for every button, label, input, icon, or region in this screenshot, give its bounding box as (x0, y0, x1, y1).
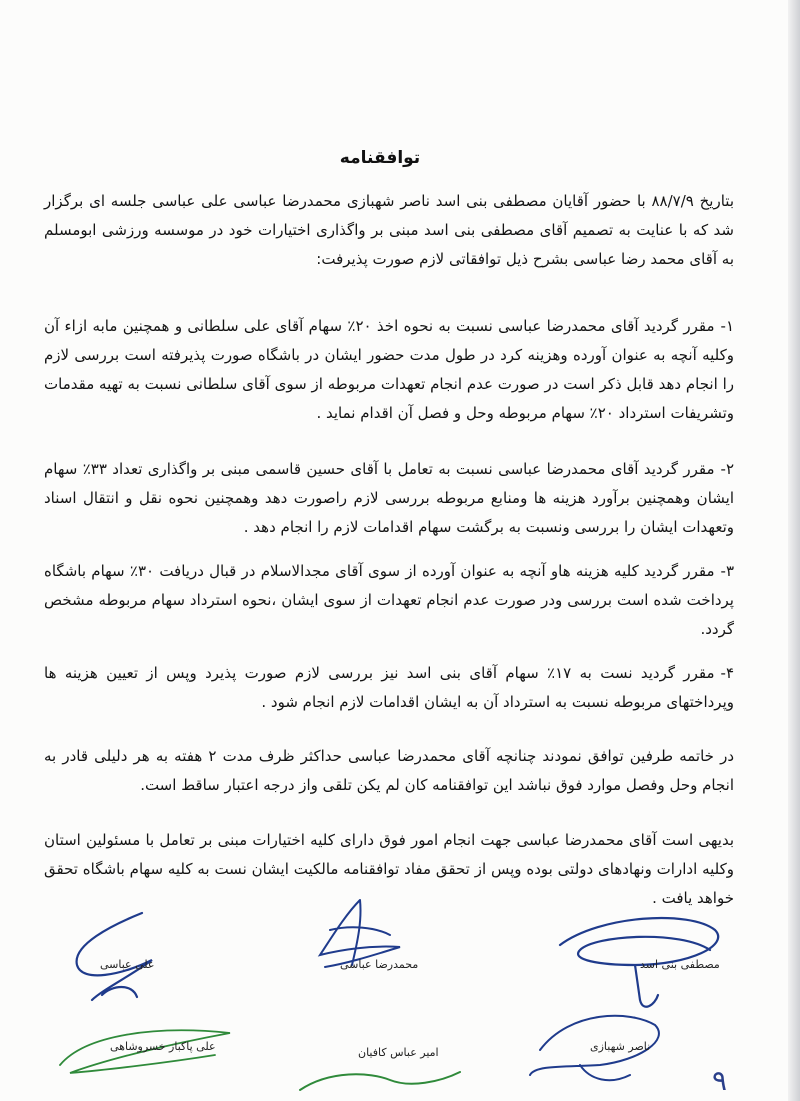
signature-amir-abbas-kafian (290, 1060, 470, 1101)
clause-4 (44, 659, 734, 717)
page-number: ۹ (712, 1064, 728, 1097)
final-text: بدیهی است آقای محمدرضا عباسی جهت انجام امور فوق دارای کلیه اختیارات مبنی بر تعامل با مسئولین استان وکلیه ادارات ونهادهای دولتی بوده وپس از تحقق مفاد توافقنامه مالکیت ایشان نست به کلیه سهام باشگاه تحقق خواهد یافت . (44, 831, 734, 907)
intro-paragraph (44, 187, 734, 274)
clause-number: ۱- (720, 317, 734, 335)
clause-text: مقرر گردید آقای محمدرضا عباسی نسبت به نحوه اخذ ۲۰٪ سهام آقای علی سلطانی و همچنین مابه ازاء آن وکلیه آنچه به عنوان آورده وهزینه کرد در طول مدت حضور ایشان در باشگاه صورت پذیرفته است بررسی لازم را انجام دهد قابل ذکر است در صورت عدم انجام تعهدات مربوطه از سوی آقای سلطانی نسبت به تهیه مقدمات وتشریفات استرداد ۲۰٪ سهام مربوطه وحل و فصل آن اقدام نماید . (44, 317, 734, 422)
clause-2 (44, 455, 734, 542)
clause-text: مقرر گردید کلیه هزینه هاو آنچه به عنوان آورده از سوی آقای مجدالاسلام در قبال دریافت ۳۰٪ سهام باشگاه پرداخت شده است بررسی ودر صورت عدم انجام تعهدات از سوی ایشان ،نحوه استرداد سهام مربوطه مشخص گردد. (44, 562, 734, 638)
signer-name-label: ناصر شهبازی (590, 1040, 651, 1053)
clause-number: ۳- (720, 562, 734, 580)
clause-number: ۲- (720, 460, 734, 478)
signer-name-label: امیر عباس کافیان (358, 1046, 439, 1059)
clause-number: ۴- (720, 664, 734, 682)
signer-name-label: علی پاکباز خسروشاهی (110, 1040, 216, 1053)
signature-mohammadreza-abbasi (290, 895, 440, 990)
clause-3 (44, 557, 734, 644)
clause-text: مقرر گردید آقای محمدرضا عباسی نسبت به تعامل با آقای حسین قاسمی مبنی بر واگذاری تعداد ۳۳٪ سهام ایشان وهمچنین برآورد هزینه ها ومنابع مربوطه بررسی لازم راصورت دهد وهمچنین نحوه نقل و انتقال اسناد وتعهدات ایشان را بررسی ونسبت به برگشت سهام اقدامات لازم را انجام دهد . (44, 460, 734, 536)
clause-1 (44, 312, 734, 428)
signer-name-label: محمدرضا عباسی (340, 958, 419, 971)
intro-text: بتاریخ ۸۸/۷/۹ با حضور آقایان مصطفی بنی اسد ناصر شهبازی محمدرضا عباسی علی عباسی جلسه ای برگزار شد که با عنایت به تصمیم آقای مصطفی بنی اسد مبنی بر واگذاری اختیارات خود در موسسه ورزشی ابومسلم به آقای محمد رضا عباسی بشرح ذیل توافقاتی لازم صورت پذیرفت: (44, 192, 734, 268)
document-title: توافقنامه (339, 148, 421, 168)
clause-text: مقرر گردید نست به ۱۷٪ سهام آقای بنی اسد نیز بررسی لازم صورت پذیرد وپس از تعیین هزینه ها وپرداختهای مربوطه نسبت به استرداد آن به ایشان اقدامات لازم انجام شود . (44, 664, 734, 711)
scan-edge (788, 0, 800, 1101)
signature-ali-pakbaz-khosroshahi (45, 1015, 245, 1095)
closing-paragraph (44, 742, 734, 800)
signer-name-label: علی عباسی (100, 958, 155, 971)
signer-name-label: مصطفی بنی اسد (640, 958, 720, 971)
closing-text: در خاتمه طرفین توافق نمودند چنانچه آقای محمدرضا عباسی حداکثر ظرف مدت ۲ هفته به هر دلیلی قادر به انجام وحل وفصل موارد فوق نباشد این توافقنامه کان لم یکن تلقی واز درجه اعتبار ساقط است. (44, 747, 734, 794)
